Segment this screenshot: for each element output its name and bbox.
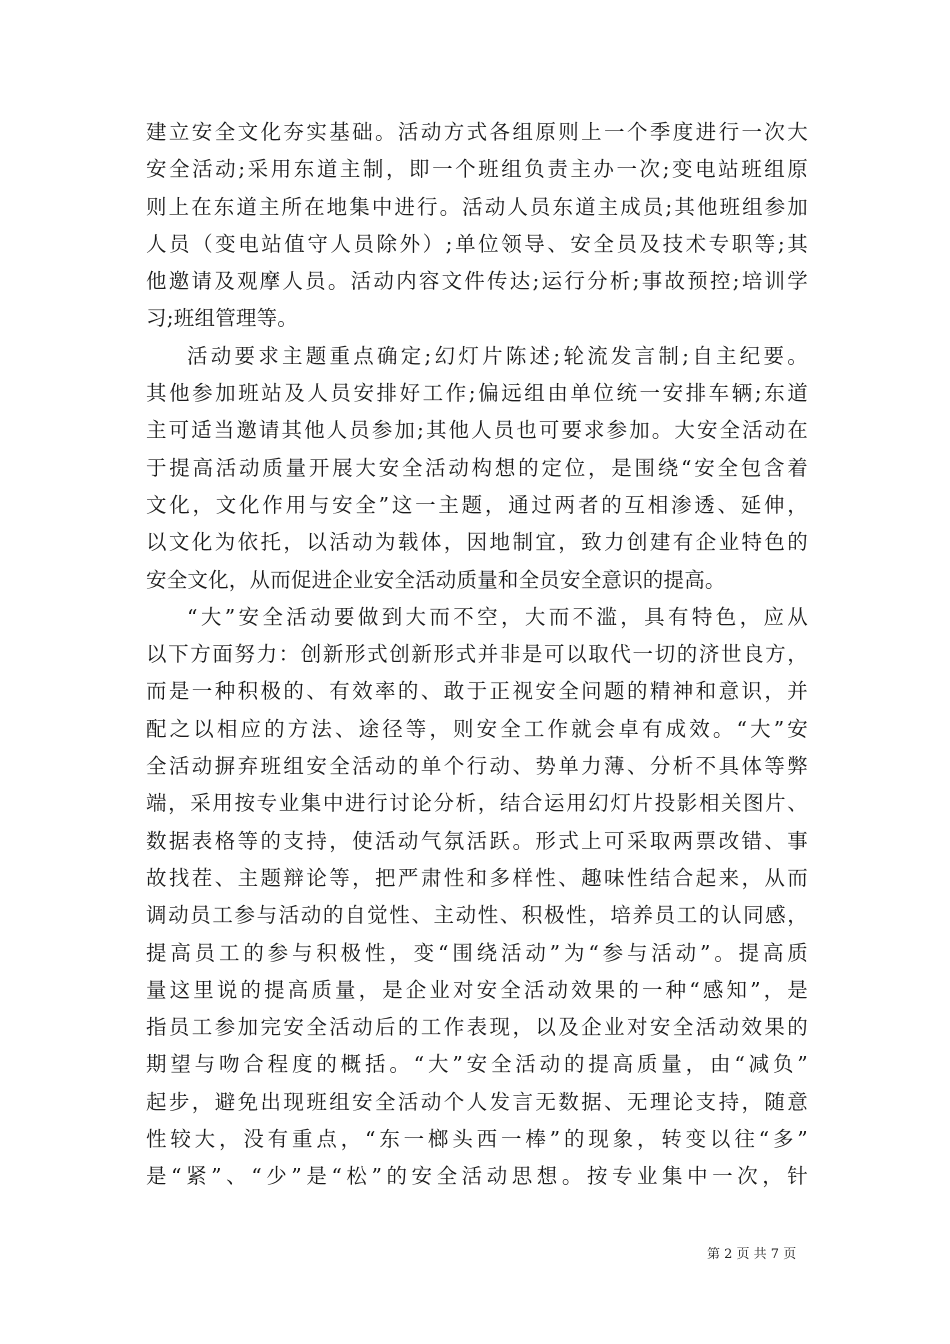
text-line: 性较大，没有重点，“东一榔头西一棒”的现象，转变以往“多” — [146, 1127, 808, 1152]
text-line: 于提高活动质量开展大安全活动构想的定位，是围绕“安全包含着 — [146, 455, 808, 480]
text-line: 活动要求主题重点确定;幻灯片陈述;轮流发言制;自主纪要。 — [187, 343, 808, 368]
text-line: 指员工参加完安全活动后的工作表现，以及企业对安全活动效果的 — [146, 1015, 808, 1040]
text-line: 量这里说的提高质量，是企业对安全活动效果的一种“感知”，是 — [146, 977, 808, 1002]
document-body — [146, 114, 808, 1196]
paragraph-2 — [146, 338, 808, 599]
text-line: 习;班组管理等。 — [146, 306, 299, 331]
paragraph-1 — [146, 114, 808, 338]
text-line: 故找茬、主题辩论等，把严肃性和多样性、趣味性结合起来，从而 — [146, 865, 808, 890]
text-line: 则上在东道主所在地集中进行。活动人员东道主成员;其他班组参加 — [146, 194, 808, 219]
text-line: 文化，文化作用与安全”这一主题，通过两者的互相渗透、延伸， — [146, 492, 808, 517]
text-line: 而是一种积极的、有效率的、敢于正视安全问题的精神和意识，并 — [146, 679, 808, 704]
text-line: 安全活动;采用东道主制，即一个班组负责主办一次;变电站班组原 — [146, 157, 808, 182]
page-number: 第 2 页 共 7 页 — [707, 1247, 797, 1262]
text-line: 安全文化，从而促进企业安全活动质量和全员安全意识的提高。 — [146, 567, 726, 592]
text-line: 其他参加班站及人员安排好工作;偏远组由单位统一安排车辆;东道 — [146, 381, 808, 406]
text-line: 提高员工的参与积极性，变“围绕活动”为“参与活动”。提高质 — [146, 940, 808, 965]
text-line: 起步，避免出现班组安全活动个人发言无数据、无理论支持，随意 — [146, 1089, 808, 1114]
text-line: 主可适当邀请其他人员参加;其他人员也可要求参加。大安全活动在 — [146, 418, 808, 443]
text-line: 他邀请及观摩人员。活动内容文件传达;运行分析;事故预控;培训学 — [146, 269, 808, 294]
text-line: 人员（变电站值守人员除外）;单位领导、安全员及技术专职等;其 — [146, 231, 808, 256]
text-line: 配之以相应的方法、途径等，则安全工作就会卓有成效。“大”安 — [146, 716, 808, 741]
text-line: 端，采用按专业集中进行讨论分析，结合运用幻灯片投影相关图片、 — [146, 791, 808, 816]
text-line: “大”安全活动要做到大而不空，大而不滥，具有特色，应从 — [187, 604, 808, 629]
paragraph-3 — [146, 599, 808, 1196]
text-line: 期望与吻合程度的概括。“大”安全活动的提高质量，由“减负” — [146, 1052, 808, 1077]
text-line: 以下方面努力：创新形式创新形式并非是可以取代一切的济世良方， — [146, 642, 808, 667]
text-line: 建立安全文化夯实基础。活动方式各组原则上一个季度进行一次大 — [146, 120, 808, 144]
text-line: 全活动摒弃班组安全活动的单个行动、势单力薄、分析不具体等弊 — [146, 754, 808, 779]
text-line: 数据表格等的支持，使活动气氛活跃。形式上可采取两票改错、事 — [146, 828, 808, 853]
text-line: 调动员工参与活动的自觉性、主动性、积极性，培养员工的认同感， — [146, 903, 808, 928]
text-line: 是“紧”、“少”是“松”的安全活动思想。按专业集中一次，针 — [146, 1164, 808, 1189]
text-line: 以文化为依托，以活动为载体，因地制宜，致力创建有企业特色的 — [146, 530, 808, 555]
